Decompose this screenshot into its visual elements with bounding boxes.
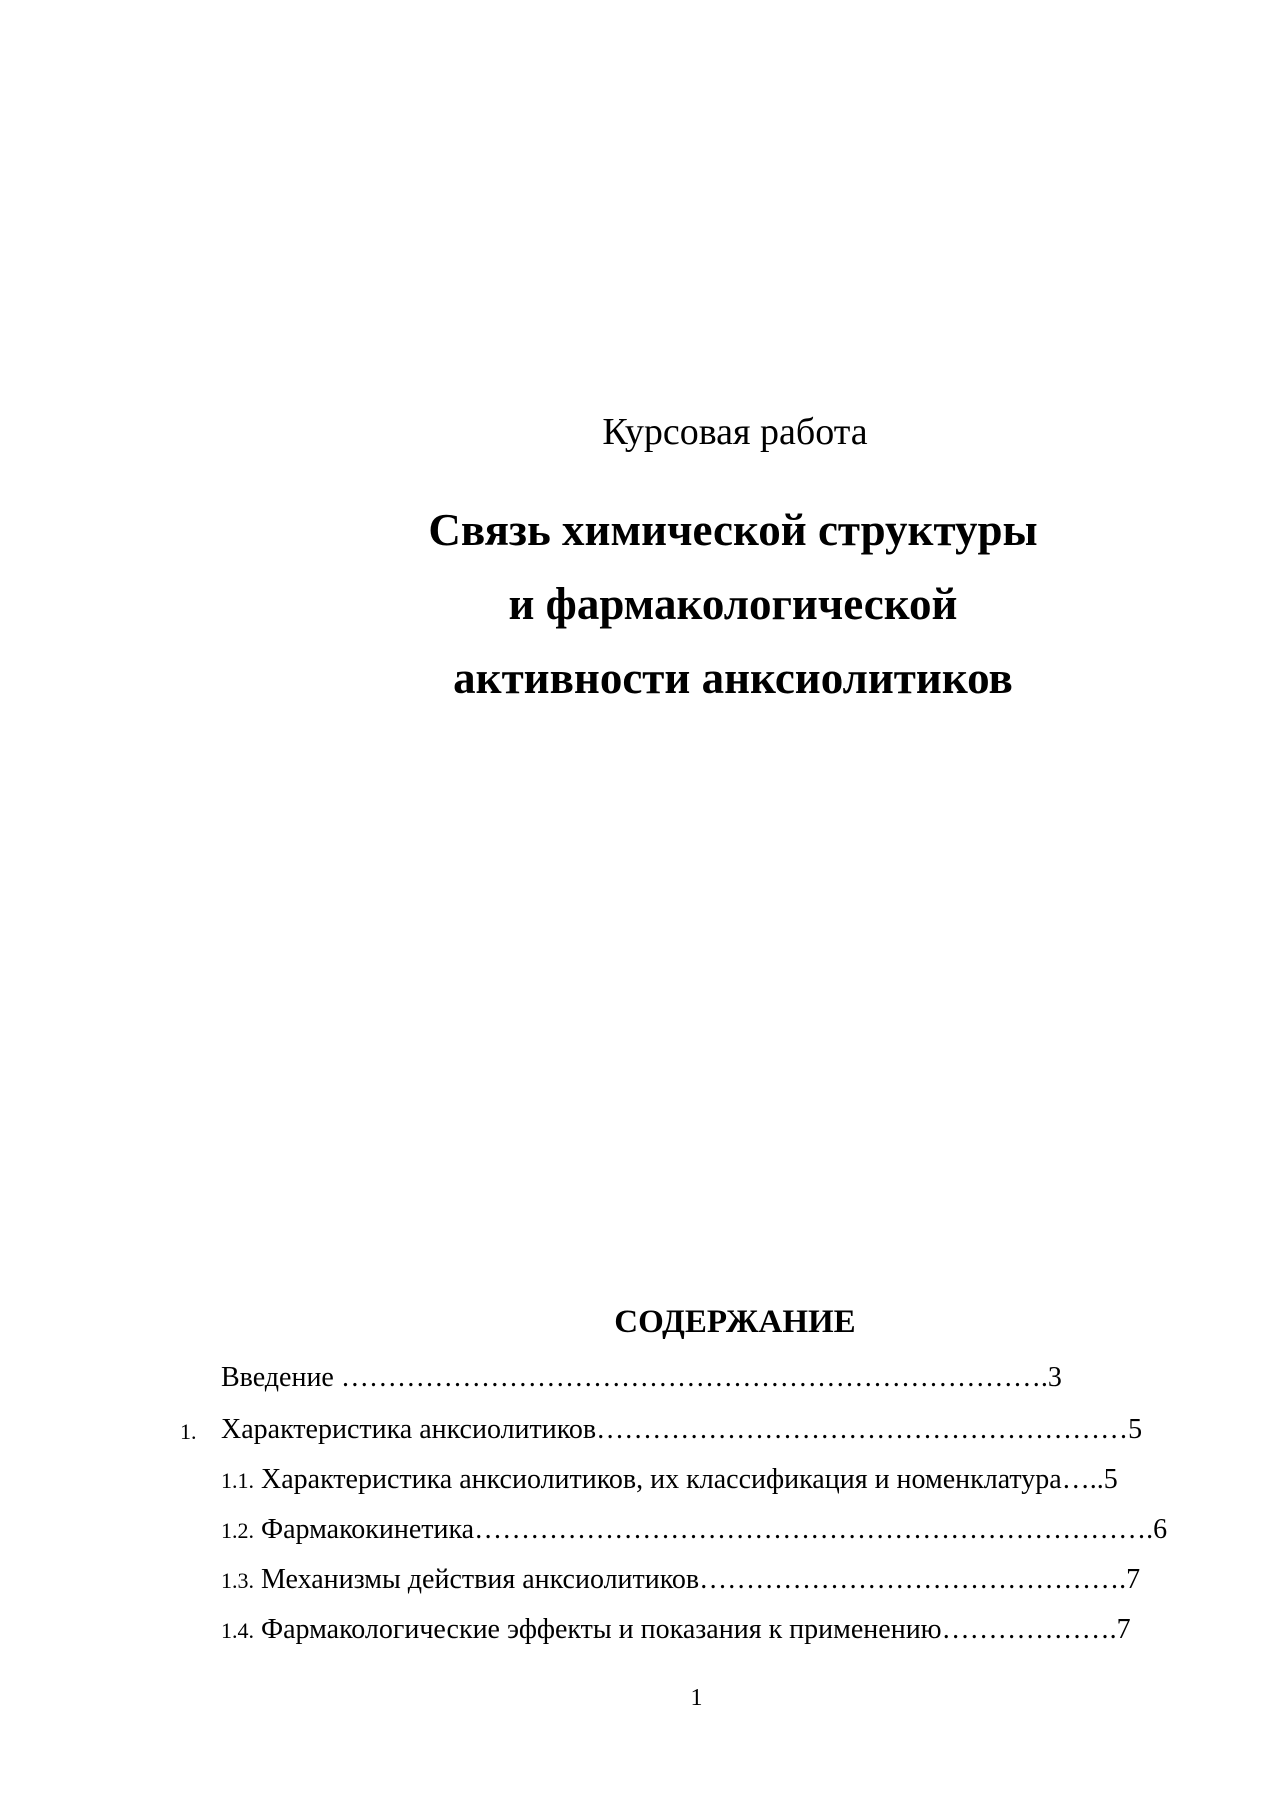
toc-entry-text: Механизмы действия анксиолитиков……………………………………….7	[261, 1564, 1141, 1595]
toc-entry-1-1[interactable]	[221, 1463, 1118, 1498]
title-line: и фармакологической	[508, 579, 958, 629]
toc-entry-1[interactable]	[180, 1413, 1143, 1447]
toc-entry-number: 1.	[180, 1419, 197, 1444]
toc-entry-text: Фармакокинетика……………………………………………………………….6	[261, 1514, 1168, 1545]
document-subtitle: Курсовая работа	[602, 411, 868, 453]
toc-heading: СОДЕРЖАНИЕ	[614, 1304, 856, 1340]
toc-entry-1-3[interactable]	[221, 1563, 1140, 1598]
toc-entry-text: Характеристика анксиолитиков…………………………………………………5	[221, 1414, 1143, 1445]
toc-entry-text: Фармакологические эффекты и показания к применению……………….7	[261, 1614, 1131, 1645]
document-title	[0, 493, 1280, 715]
toc-entry-number: 1.4.	[221, 1618, 254, 1643]
toc-entry-1-2[interactable]	[221, 1513, 1167, 1548]
toc-entry-introduction[interactable]	[221, 1361, 1062, 1395]
toc-entry-number: 1.3.	[221, 1568, 254, 1593]
toc-entry-text: Характеристика анксиолитиков, их классификация и номенклатура…..5	[261, 1464, 1118, 1495]
toc-entry-1-4[interactable]	[221, 1613, 1131, 1648]
title-line: Связь химической структуры	[428, 505, 1038, 555]
toc-entry-text: Введение ………………………………………………………………….3	[221, 1362, 1062, 1393]
toc-entry-number: 1.2.	[221, 1518, 254, 1543]
page-number: 1	[690, 1685, 703, 1711]
title-line: активности анксиолитиков	[453, 653, 1013, 703]
toc-entry-number: 1.1.	[221, 1468, 254, 1493]
